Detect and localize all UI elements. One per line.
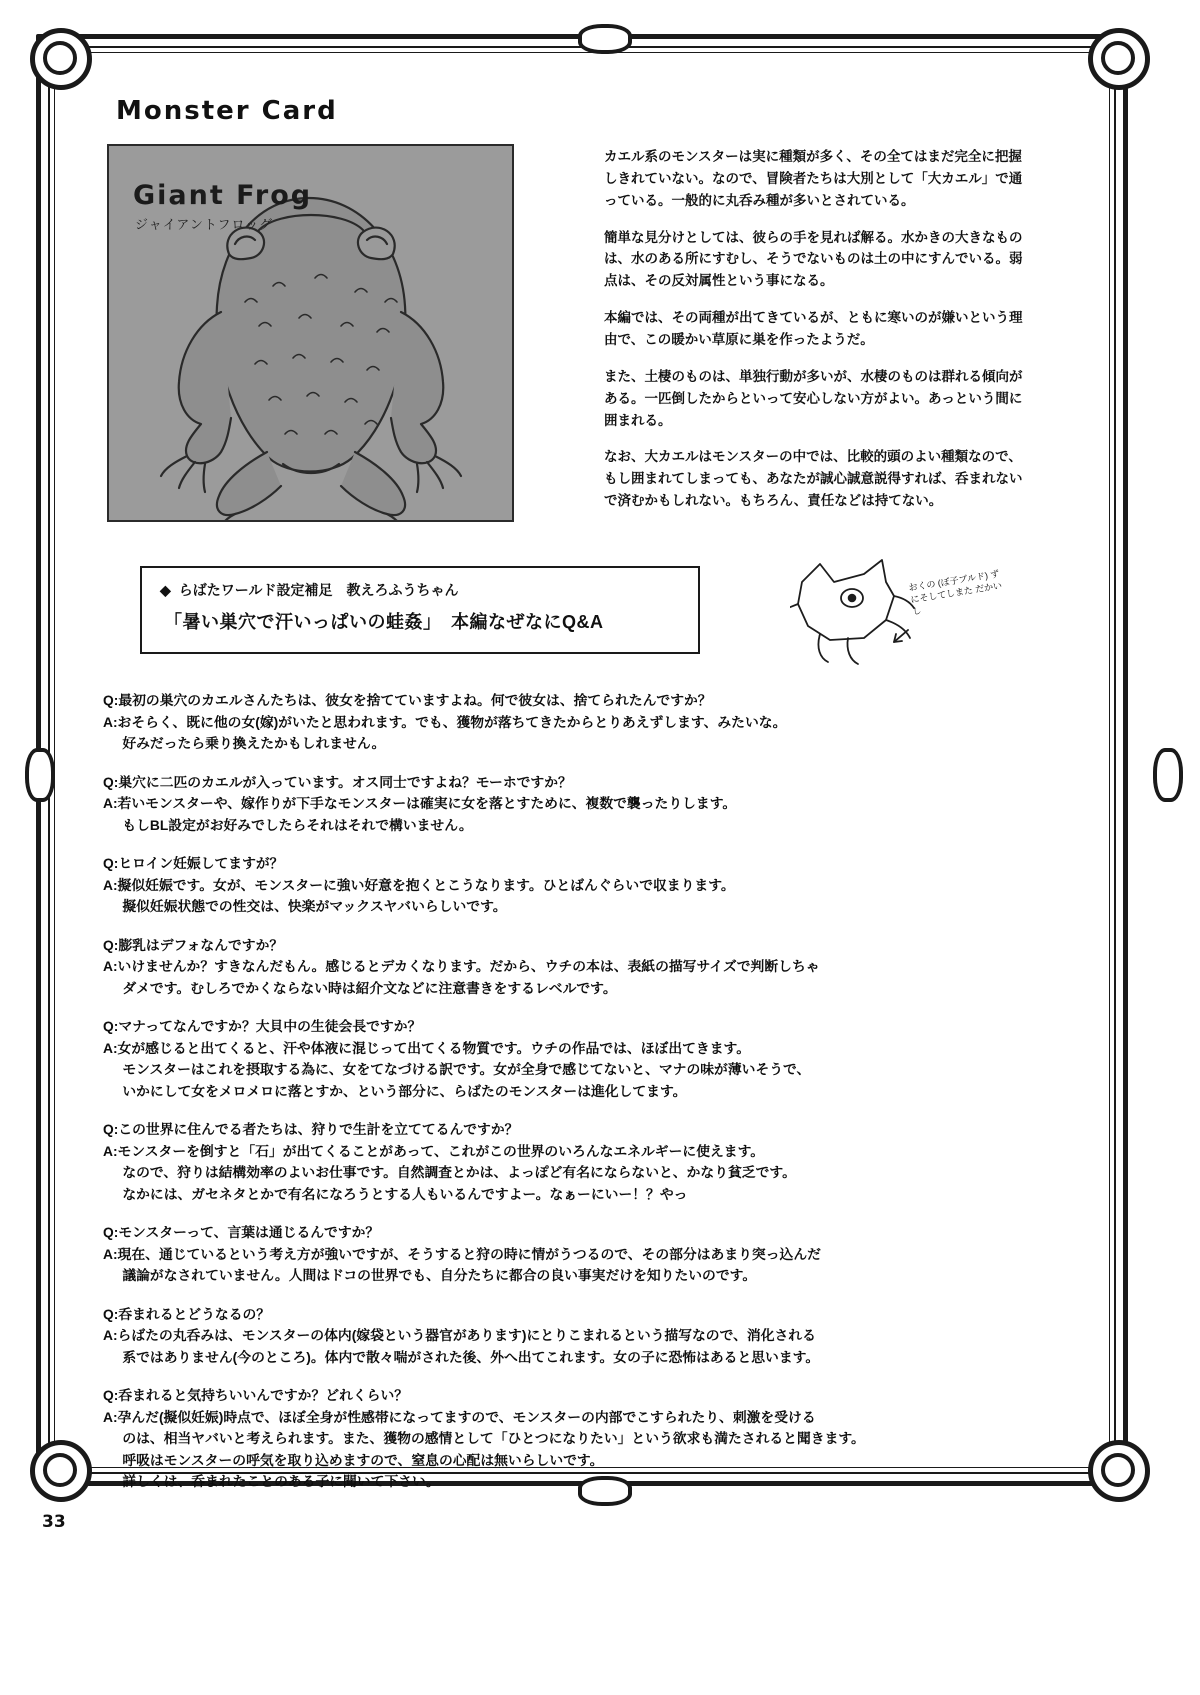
qa-answer-cont: いかにして女をメロメロに落とすか、という部分に、らばたのモンスターは進化してます。	[122, 1083, 687, 1099]
diamond-icon: ◆	[160, 582, 171, 598]
qa-answer: A:らばたの丸呑みは、モンスターの体内(嫁袋という器官があります)にとりこまれるという描写なので、消化される	[103, 1328, 816, 1344]
page-title: Monster Card	[116, 96, 338, 126]
qa-question: Q:最初の巣穴のカエルさんたちは、彼女を捨てていますよね。何で彼女は、捨てられたんですか？	[103, 693, 712, 708]
qa-answer: A:おそらく、既に他の女(嫁)がいたと思われます。でも、獲物が落ちてきたからとりあえずします、みたいな。	[103, 714, 787, 730]
qa-answer-cont: 系ではありません(今のところ)。体内で散々喘がされた後、外へ出てこれます。女の子に恐怖はあると思います。	[122, 1349, 820, 1365]
qa-header-box	[140, 566, 700, 654]
qa-answer-cont: 詳しくは、呑まれたことのある子に聞いて下さい。	[122, 1474, 440, 1490]
qa-header-subtitle: らばたワールド設定補足 教えろふうちゃん	[178, 582, 459, 598]
edge-ornament-left	[25, 748, 55, 802]
qa-question: Q:マナってなんですか？大貝中の生徒会長ですか？	[103, 1019, 422, 1035]
qa-answer-cont: 議論がなされていません。人間はドコの世界でも、自分たちに都合の良い事実だけを知りたいのです。	[122, 1268, 757, 1284]
description-paragraph: また、土棲のものは、単独行動が多いが、水棲のものは群れる傾向がある。一匹倒したからといって安心しない方がよい。あっという間に囲まれる。	[604, 368, 1023, 428]
qa-item	[103, 772, 1033, 837]
qa-answer-cont: なので、狩りは結構効率のよいお仕事です。自然調査とかは、よっぽど有名にならないと、かなり貧乏です。	[122, 1165, 796, 1181]
qa-question: Q:巣穴に二匹のカエルが入っています。オス同士ですよね？モーホですか？	[103, 774, 572, 790]
qa-question: Q:モンスターって、言葉は通じるんですか？	[103, 1225, 380, 1241]
qa-answer: A:孕んだ(擬似妊娠)時点で、ほぼ全身が性感帯になってますので、モンスターの内部でこすられたり、刺激を受ける	[103, 1409, 816, 1425]
qa-answer: A:現在、通じているという考え方が強いですが、そうすると狩の時に情がうつるので、その部分はあまり突っ込んだ	[103, 1246, 821, 1262]
edge-ornament-right	[1153, 748, 1183, 802]
monster-name-kana: ジャイアントフロッグ	[135, 217, 274, 232]
qa-question: Q:呑まれるとどうなるの？	[103, 1306, 271, 1322]
qa-question: Q:この世界に住んでる者たちは、狩りで生計を立ててるんですか？	[103, 1122, 519, 1138]
qa-answer: A:若いモンスターや、嫁作りが下手なモンスターは確実に女を落とすために、複数で襲ったりします。	[103, 796, 737, 812]
qa-item	[103, 1385, 1033, 1493]
qa-answer-cont: ダメです。むしろでかくならない時は紹介文などに注意書きをするレベルです。	[122, 980, 617, 996]
qa-answer-cont: モンスターはこれを摂取する為に、女をてなづける訳です。女が全身で感じてないと、マナの味が薄いそうで、	[122, 1062, 811, 1078]
doodle-note-text: おくの (ぼ子ブルド) ずにそしてしまた だかいし	[907, 568, 1003, 617]
qa-answer: A:女が感じると出てくると、汗や体液に混じって出てくる物質です。ウチの作品では、ほぼ出てきます。	[103, 1040, 751, 1056]
qa-answer: A:いけませんか？すきなんだもん。感じるとデカくなります。だから、ウチの本は、表紙の描写サイズで判断しちゃ	[103, 959, 820, 975]
description-paragraph: なお、大カエルはモンスターの中では、比較的頭のよい種類なので、もし囲まれてしまっても、あなたが誠心誠意説得すれば、呑まれないで済むかもしれない。もちろん、責任などは持てない。	[604, 449, 1023, 509]
corner-ornament-bottom-left	[30, 1448, 104, 1522]
qa-question: Q:ヒロイン妊娠してますが？	[103, 856, 284, 872]
monster-card	[107, 144, 514, 522]
description-paragraph: 簡単な見分けとしては、彼らの手を見れば解る。水かきの大きなものは、水のある所にすむし、そうでないものは土の中にすんでいる。弱点は、その反対属性という事になる。	[604, 229, 1023, 289]
corner-ornament-top-left	[30, 28, 104, 102]
qa-item	[103, 853, 1033, 918]
corner-ornament-top-right	[1096, 28, 1170, 102]
qa-item	[103, 1304, 1033, 1369]
description-paragraph: カエル系のモンスターは実に種類が多く、その全てはまだ完全に把握しきれていない。なので、冒険者たちは大別として「大カエル」で通っている。一般的に丸呑み種が多いとされている。	[604, 149, 1023, 208]
qa-question: Q:呑まれると気持ちいいんですか？どれくらい？	[103, 1388, 409, 1404]
monster-description	[604, 146, 1024, 527]
qa-header-line2: 「暑い巣穴で汗いっぱいの蛙姦」 本編なぜなにQ&A	[164, 612, 604, 632]
content-root	[110, 96, 1058, 140]
qa-answer-cont: もしBL設定がお好みでしたらそれはそれで構いません。	[122, 817, 473, 833]
monster-name: Giant Frog	[133, 180, 313, 211]
qa-answer-cont: のは、相当ヤバいと考えられます。また、獲物の感情として「ひとつになりたい」という欲求も満たされると聞きます。	[122, 1431, 865, 1447]
qa-item	[103, 690, 1033, 755]
qa-item	[103, 1016, 1033, 1102]
qa-answer-cont: なかには、ガセネタとかで有名になろうとする人もいるんですよー。なぁーにいー！？やっ	[122, 1186, 688, 1202]
dog-character-doodle	[790, 556, 1020, 668]
qa-answer-cont: 好みだったら乗り換えたかもしれません。	[122, 736, 386, 752]
qa-item	[103, 1119, 1033, 1205]
qa-answer-cont: 擬似妊娠状態での性交は、快楽がマックスヤバいらしいです。	[122, 899, 507, 915]
qa-list	[103, 690, 1033, 1510]
page-number: 33	[42, 1512, 66, 1532]
qa-answer: A:擬似妊娠です。女が、モンスターに強い好意を抱くとこうなります。ひとばんぐらいで収まります。	[103, 877, 735, 893]
edge-ornament-top	[578, 24, 632, 54]
description-paragraph: 本編では、その両種が出てきているが、ともに寒いのが嫌いという理由で、この暖かい草原に巣を作ったようだ。	[604, 310, 1023, 348]
qa-item	[103, 935, 1033, 1000]
corner-ornament-bottom-right	[1096, 1448, 1170, 1522]
qa-item	[103, 1222, 1033, 1287]
qa-answer-cont: 呼吸はモンスターの呼気を取り込めますので、窒息の心配は無いらしいです。	[122, 1452, 604, 1468]
qa-question: Q:膨乳はデフォなんですか？	[103, 937, 284, 953]
qa-answer: A:モンスターを倒すと「石」が出てくることがあって、これがこの世界のいろんなエネルギーに使えます。	[103, 1143, 765, 1159]
qa-header-line1	[160, 580, 698, 600]
